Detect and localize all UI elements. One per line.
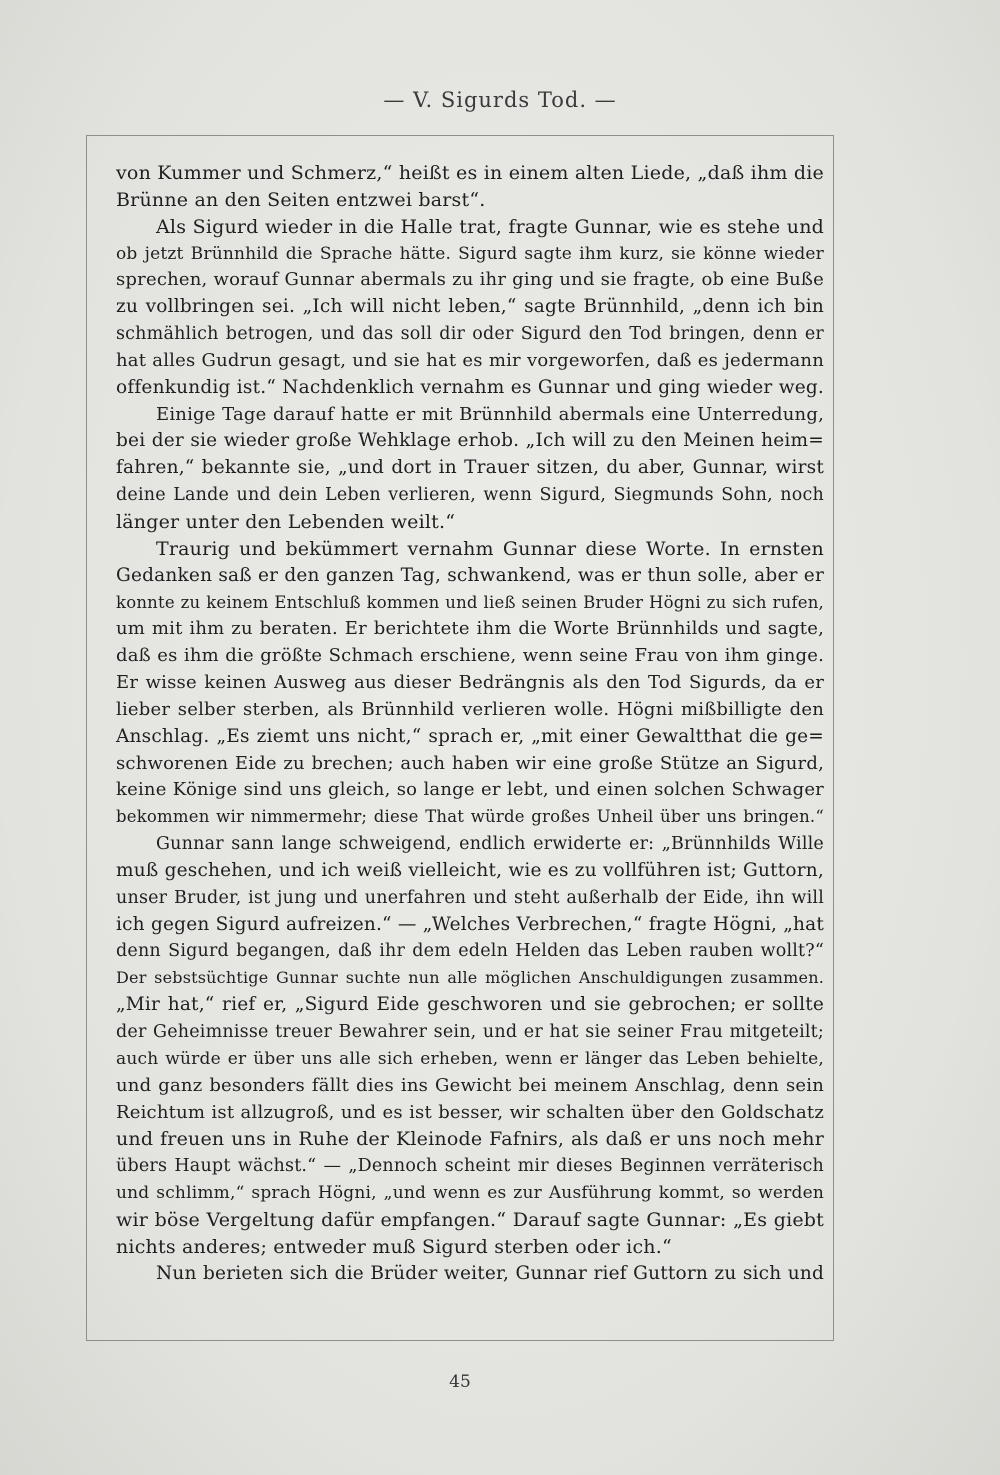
text-line: Der sebstsüchtige Gunnar suchte nun alle möglichen Anschuldigungen zusammen. (116, 968, 824, 988)
text-line: konnte zu keinem Entschluß kommen und ließ seinen Bruder Högni zu sich rufen, (116, 592, 824, 612)
text-line: Gunnar sann lange schweigend, endlich erwiderte er: „Brünnhilds Wille (156, 834, 824, 855)
text-line: Als Sigurd wieder in die Halle trat, fragte Gunnar, wie es stehe und (156, 215, 824, 238)
text-line: auch würde er über uns alle sich erheben, wenn er länger das Leben behielte, (116, 1048, 824, 1069)
text-line: schmählich betrogen, und das soll dir oder Sigurd den Tod bringen, denn er (116, 324, 824, 345)
text-line: muß geschehen, und ich weiß vielleicht, wie es zu vollführen ist; Guttorn, (116, 859, 824, 881)
text-line: der Geheimnisse treuer Bewahrer sein, und er hat sie seiner Frau mitgeteilt; (116, 1022, 824, 1042)
text-line: Er wisse keinen Ausweg aus dieser Bedrängnis als den Tod Sigurds, da er (116, 672, 824, 694)
text-line: Traurig und bekümmert vernahm Gunnar diese Worte. In ernsten (156, 537, 824, 560)
text-line: denn Sigurd begangen, daß ihr dem edeln Helden das Leben rauben wollt?“ (116, 941, 824, 962)
text-line: Reichtum ist allzugroß, und es ist besser, wir schalten über den Goldschatz (116, 1101, 824, 1123)
text-line: daß es ihm die größte Schmach erschiene, wenn seine Frau von ihm ginge. (116, 645, 824, 667)
text-line: unser Bruder, ist jung und unerfahren und steht außerhalb der Eide, ihn will (116, 887, 824, 908)
text-line: und freuen uns in Ruhe der Kleinode Fafnirs, als daß er uns noch mehr (116, 1128, 824, 1151)
text-line: bei der sie wieder große Wehklage erhob. „Ich will zu den Meinen heim= (116, 430, 824, 452)
text-line: offenkundig ist.“ Nachdenklich vernahm es Gunnar und ging wieder weg. (116, 376, 824, 398)
text-line: sprechen, worauf Gunnar abermals zu ihr ging und sie fragte, ob eine Buße (116, 269, 824, 291)
text-line: und ganz besonders fällt dies ins Gewicht bei meinem Anschlag, denn sein (116, 1074, 824, 1096)
page-number: 45 (449, 1372, 471, 1392)
running-header: — V. Sigurds Tod. — (383, 88, 617, 112)
text-line: Anschlag. „Es ziemt uns nicht,“ sprach er, „mit einer Gewaltthat die ge= (116, 725, 824, 747)
text-line: länger unter den Lebenden weilt.“ (116, 510, 456, 533)
text-line: Brünne an den Seiten entzwei barst“. (116, 188, 486, 211)
text-line: um mit ihm zu beraten. Er berichtete ihm die Worte Brünnhilds und sagte, (116, 618, 824, 640)
text-line: „Mir hat,“ rief er, „Sigurd Eide geschworen und sie gebrochen; er sollte (116, 994, 824, 1016)
text-line: übers Haupt wächst.“ — „Dennoch scheint mir dieses Beginnen verräterisch (116, 1156, 824, 1177)
text-line: nichts anderes; entweder muß Sigurd sterben oder ich.“ (116, 1235, 672, 1258)
text-line: keine Könige sind uns gleich, so lange er lebt, und einen solchen Schwager (116, 779, 824, 801)
text-line: Einige Tage darauf hatte er mit Brünnhild abermals eine Unterredung, (156, 403, 824, 425)
text-line: hat alles Gudrun gesagt, und sie hat es mir vorgeworfen, daß es jedermann (116, 349, 824, 371)
text-line: wir böse Vergeltung dafür empfangen.“ Darauf sagte Gunnar: „Es giebt (116, 1208, 824, 1231)
text-line: ich gegen Sigurd aufreizen.“ — „Welches Verbrechen,“ fragte Högni, „hat (116, 913, 824, 935)
text-line: bekommen wir nimmermehr; diese That würde großes Unheil über uns bringen.“ (116, 807, 824, 827)
text-line: deine Lande und dein Leben verlieren, wenn Sigurd, Siegmunds Sohn, noch (116, 485, 824, 506)
text-line: Gedanken saß er den ganzen Tag, schwankend, was er thun solle, aber er (116, 564, 824, 586)
text-line: zu vollbringen sei. „Ich will nicht leben,“ sagte Brünnhild, „denn ich bin (116, 296, 824, 318)
text-line: von Kummer und Schmerz,“ heißt es in einem alten Liede, „daß ihm die (116, 162, 824, 184)
text-line: schworenen Eide zu brechen; auch haben wir eine große Stütze an Sigurd, (116, 752, 824, 774)
body-text (116, 160, 824, 1287)
text-line: Nun berieten sich die Brüder weiter, Gunnar rief Guttorn zu sich und (156, 1262, 824, 1284)
text-line: fahren,“ bekannte sie, „und dort in Trauer sitzen, du aber, Gunnar, wirst (116, 457, 824, 479)
text-line: lieber selber sterben, als Brünnhild verlieren wolle. Högni mißbilligte den (116, 698, 824, 720)
text-line: ob jetzt Brünnhild die Sprache hätte. Sigurd sagte ihm kurz, sie könne wieder (116, 243, 824, 264)
text-line: und schlimm,“ sprach Högni, „und wenn es zur Ausführung kommt, so werden (116, 1183, 824, 1204)
